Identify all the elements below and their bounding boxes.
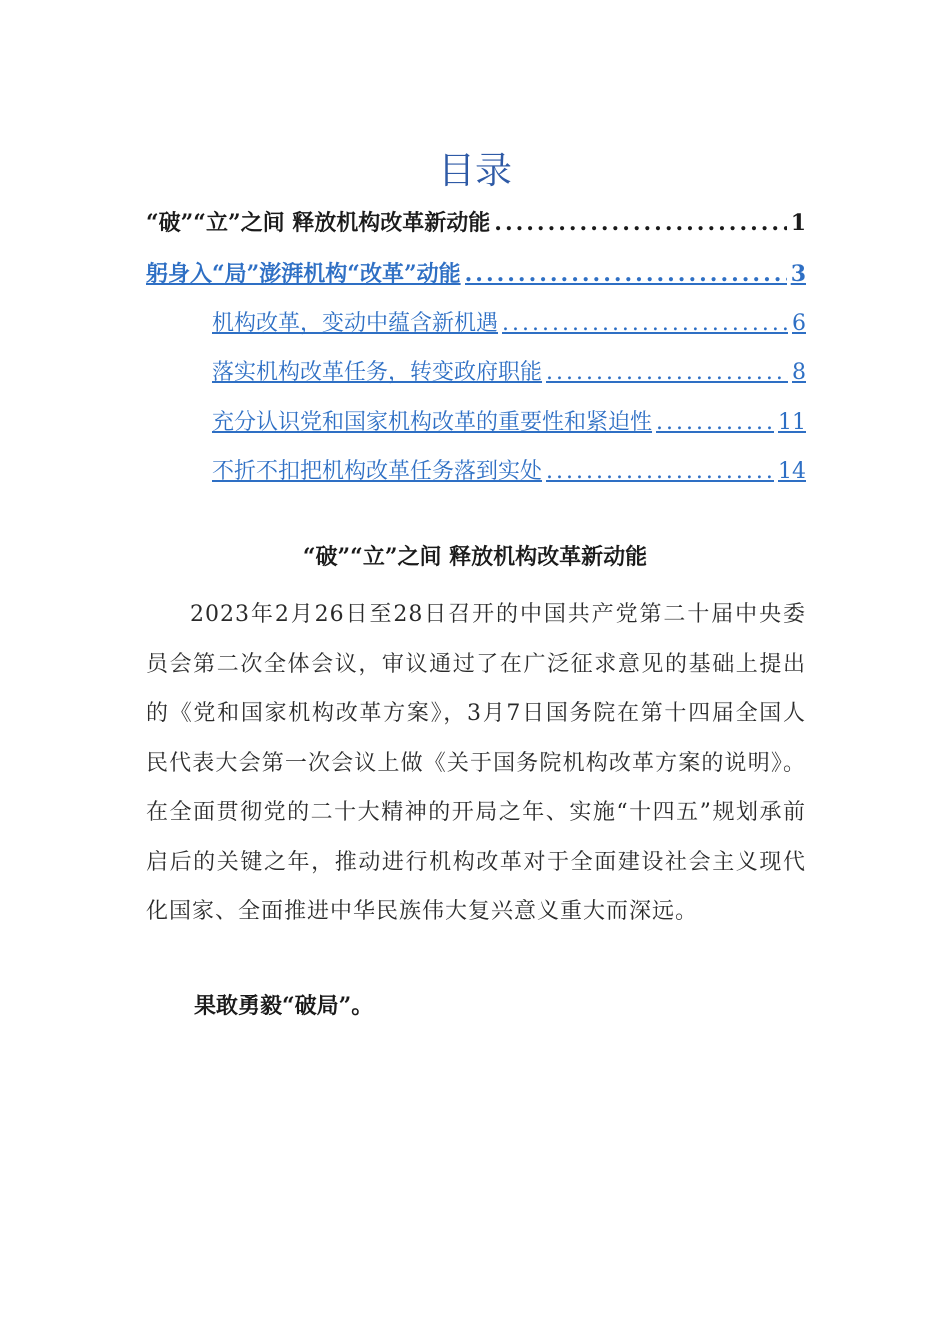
toc-entry-2[interactable]: [146, 259, 806, 289]
toc-leader-dots: [546, 358, 788, 388]
toc-entry-5[interactable]: [212, 408, 806, 438]
toc-entry-title: “破”“立”之间 释放机构改革新动能: [146, 210, 491, 236]
toc-entry-page: 6: [792, 311, 806, 336]
toc-entry-page: 8: [792, 360, 806, 385]
toc-entry-title: 不折不扣把机构改革任务落到实处: [212, 459, 543, 484]
toc-entry-6[interactable]: [212, 457, 806, 487]
article-paragraph: 2023年2月26日至28日召开的中国共产党第二十届中央委员会第二次全体会议，审议通过了在广泛征求意见的基础上提出的《党和国家机构改革方案》，3月7日国务院在第十四届全国人民代表大会第一次会议上做《关于国务院机构改革方案的说明》。在全面贯彻党的二十大精神的开局之年、实施“十四五”规划承前启后的关键之年，推动进行机构改革对于全面建设社会主义现代化国家、全面推进中华民族伟大复兴意义重大而深远。: [146, 602, 806, 924]
toc-leader-dots: [502, 309, 788, 339]
toc-entry-3[interactable]: [212, 309, 806, 339]
toc-entry-title: 躬身入“局”澎湃机构“改革”动能: [146, 261, 461, 287]
toc-leader-dots: [465, 259, 787, 289]
toc-leader-dots: [656, 408, 774, 438]
toc-leader-dots: [546, 457, 774, 487]
toc-entry-1[interactable]: [146, 208, 806, 238]
section-subheading: 果敢勇毅“破局”。: [194, 993, 374, 1019]
toc-entry-title: 充分认识党和国家机构改革的重要性和紧迫性: [212, 410, 653, 435]
toc-heading: 目录: [438, 149, 512, 192]
toc-leader-dots: [494, 208, 786, 238]
toc-entry-page: 14: [778, 459, 806, 484]
article-title: “破”“立”之间 释放机构改革新动能: [302, 544, 648, 570]
toc-entry-page: 3: [790, 261, 806, 287]
toc-entry-page: 1: [790, 210, 806, 236]
toc-entry-title: 机构改革，变动中蕴含新机遇: [212, 311, 499, 336]
toc-entry-title: 落实机构改革任务，转变政府职能: [212, 360, 543, 385]
toc-entry-page: 11: [778, 410, 806, 435]
toc-entry-4[interactable]: [212, 358, 806, 388]
